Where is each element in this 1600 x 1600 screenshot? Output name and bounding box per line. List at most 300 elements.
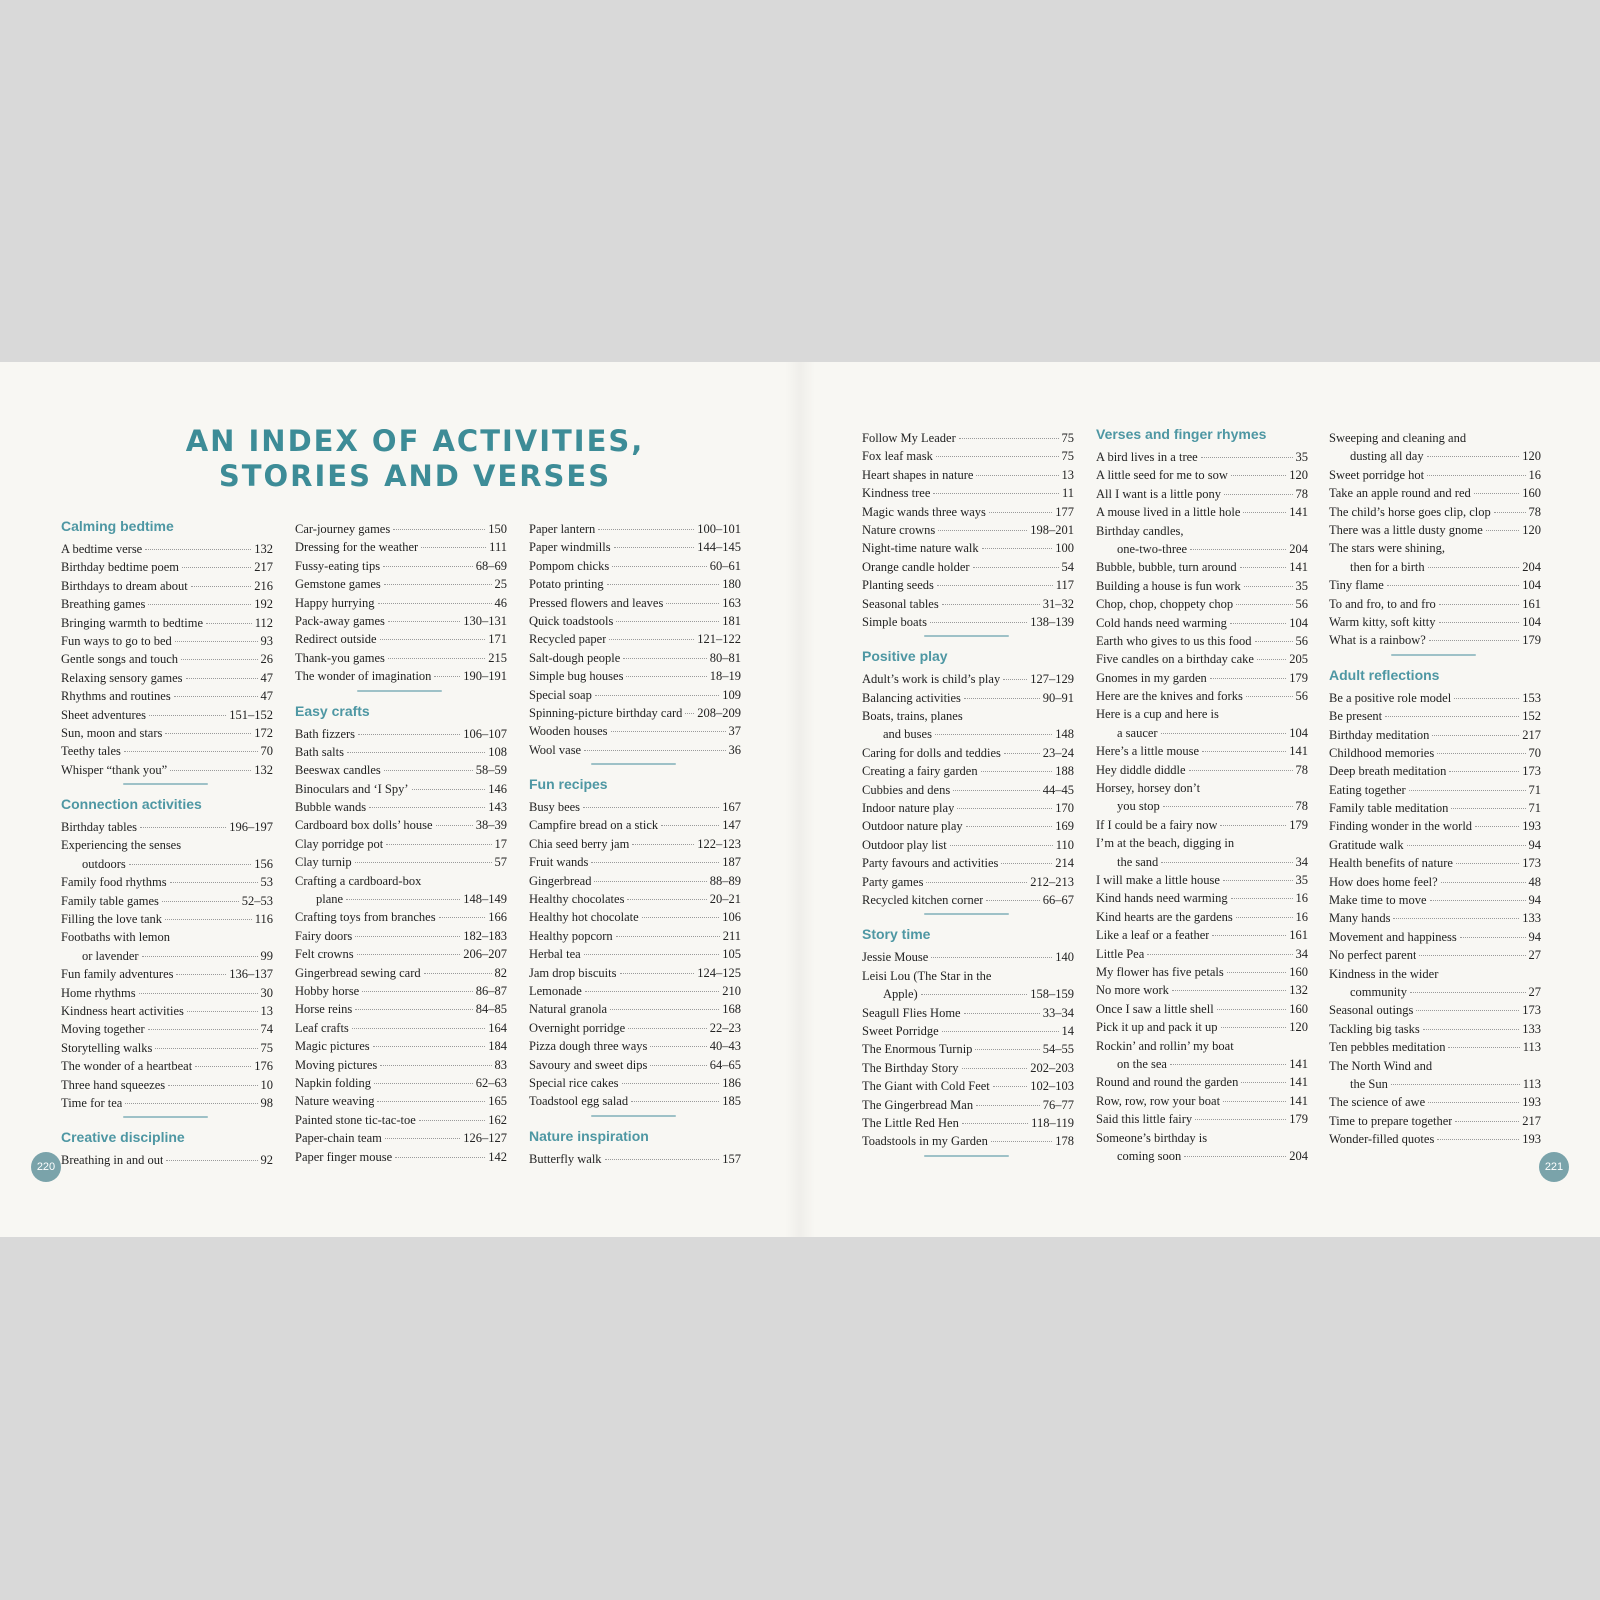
index-entry	[1096, 485, 1308, 503]
entry-page: 106	[722, 910, 741, 925]
index-entry	[295, 667, 507, 685]
index-entry	[295, 520, 507, 538]
entry-page: 152	[1522, 709, 1541, 724]
entry-page: 208–209	[697, 705, 741, 720]
entry-title: Natural granola	[529, 1002, 608, 1017]
index-section	[295, 700, 507, 1166]
dot-leader	[436, 825, 473, 826]
dot-leader	[388, 658, 485, 659]
entry-page: 121–122	[697, 632, 741, 647]
index-section	[862, 429, 1074, 631]
entry-title: Sheet adventures	[61, 707, 147, 722]
dot-leader	[938, 530, 1027, 531]
index-entry	[862, 595, 1074, 613]
dot-leader	[347, 752, 485, 753]
dot-leader	[1430, 900, 1526, 901]
dot-leader	[373, 1046, 486, 1047]
dot-leader	[395, 1157, 485, 1158]
dot-leader	[612, 566, 707, 567]
entry-title: Fruit wands	[529, 855, 589, 870]
dot-leader	[993, 1086, 1027, 1087]
entry-page: 160	[1522, 486, 1541, 501]
index-entry	[1096, 669, 1308, 687]
entry-page: 133	[1522, 1021, 1541, 1036]
dot-leader	[1223, 880, 1293, 881]
index-entry	[529, 798, 741, 816]
entry-title: Earth who gives to us this food	[1096, 633, 1252, 648]
entry-title: Tackling big tasks	[1329, 1021, 1420, 1036]
entry-page: 163	[722, 595, 741, 610]
entry-page: 94	[1528, 929, 1541, 944]
entry-page: 56	[1295, 597, 1308, 612]
entry-page: 11	[1061, 486, 1074, 501]
dot-leader	[1227, 972, 1287, 973]
entry-page: 66–67	[1042, 893, 1074, 907]
index-entry	[862, 670, 1074, 688]
index-title	[150, 424, 680, 494]
index-entry	[1096, 595, 1308, 613]
entry-page: 185	[722, 1094, 741, 1109]
entry-title: Warm kitty, soft kitty	[1329, 614, 1436, 629]
dot-leader	[421, 547, 486, 548]
entry-title: Leaf crafts	[295, 1020, 349, 1035]
index-entry	[295, 872, 507, 909]
entry-title: Special soap	[529, 687, 592, 702]
dot-leader	[191, 586, 252, 587]
entry-page: 127–129	[1030, 672, 1074, 687]
dot-leader	[632, 844, 694, 845]
entry-title: Sweet porridge hot	[1329, 467, 1425, 482]
index-section	[862, 645, 1074, 909]
index-entry	[1329, 873, 1541, 891]
dot-leader	[386, 844, 491, 845]
section-divider	[862, 631, 1074, 645]
index-entry	[1096, 577, 1308, 595]
entry-title: Health benefits of nature	[1329, 856, 1453, 871]
entry-page: 204	[1289, 1148, 1308, 1163]
entry-page: 141	[1289, 1093, 1308, 1108]
section-divider	[61, 779, 273, 793]
index-entry	[295, 538, 507, 556]
dot-leader	[1001, 863, 1052, 864]
index-entry	[61, 650, 273, 668]
dot-leader	[989, 512, 1052, 513]
dot-leader	[1231, 475, 1286, 476]
dot-leader	[176, 974, 226, 975]
dot-leader	[380, 1065, 491, 1066]
dot-leader	[622, 1083, 720, 1084]
dot-leader	[1195, 1119, 1286, 1120]
index-entry	[1329, 909, 1541, 927]
entry-title: Toadstools in my Garden	[862, 1134, 988, 1149]
entry-title: Home rhythms	[61, 985, 136, 1000]
index-entry	[862, 503, 1074, 521]
entry-page: 147	[722, 818, 741, 833]
index-entry	[529, 927, 741, 945]
index-entry	[529, 686, 741, 704]
index-entry	[295, 1037, 507, 1055]
dot-leader	[991, 1141, 1052, 1142]
section-heading: Story time	[862, 926, 931, 943]
dot-leader	[358, 734, 460, 735]
entry-page: 60–61	[709, 558, 741, 573]
dot-leader	[964, 1013, 1040, 1014]
dot-leader	[168, 1085, 257, 1086]
entry-page: 193	[1522, 819, 1541, 834]
index-entry	[1329, 466, 1541, 484]
entry-title: The Giant with Cold Feet	[862, 1079, 990, 1094]
entry-page: 157	[722, 1151, 741, 1166]
entry-page: 148	[1055, 727, 1074, 742]
index-entry	[1096, 779, 1308, 816]
entry-title: Recycled kitchen corner	[862, 893, 984, 907]
entry-page: 86–87	[475, 984, 507, 998]
entry-title: Jessie Mouse	[862, 950, 929, 965]
entry-page: 88–89	[709, 873, 741, 888]
dot-leader	[1210, 678, 1287, 679]
entry-title: Potato printing	[529, 577, 604, 592]
dot-leader	[986, 900, 1039, 901]
entry-page: 75	[260, 1040, 273, 1055]
index-entry	[1329, 484, 1541, 502]
index-entry	[295, 908, 507, 926]
dot-leader	[1407, 845, 1526, 846]
index-entry	[1329, 689, 1541, 707]
entry-page: 84–85	[475, 1002, 507, 1017]
dot-leader	[1172, 990, 1286, 991]
entry-title: Gingerbread	[529, 873, 592, 888]
index-entry	[1096, 448, 1308, 466]
dot-leader	[1201, 457, 1293, 458]
entry-title: Wonder-filled quotes	[1329, 1132, 1435, 1147]
index-entry	[862, 817, 1074, 835]
dot-leader	[374, 1083, 473, 1084]
dot-leader	[355, 1009, 472, 1010]
entry-title: Thank-you games	[295, 650, 385, 665]
index-entry	[1329, 576, 1541, 594]
entry-page: 181	[722, 613, 741, 628]
section-heading: Fun recipes	[529, 776, 608, 793]
dot-leader	[616, 621, 719, 622]
entry-page: 132	[254, 542, 273, 556]
entry-page: 165	[488, 1094, 507, 1109]
entry-title: The wonder of imagination	[295, 669, 432, 684]
index-entry	[295, 780, 507, 798]
entry-page: 62–63	[475, 1075, 507, 1090]
dot-leader	[170, 770, 251, 771]
dot-leader	[1429, 640, 1519, 641]
index-entry	[529, 872, 741, 890]
index-entry	[1096, 614, 1308, 632]
dot-leader	[614, 547, 695, 548]
dot-leader	[642, 917, 720, 918]
index-section	[295, 520, 507, 686]
index-entry	[529, 908, 741, 926]
entry-title: Bath salts	[295, 744, 344, 759]
entry-page: 132	[254, 762, 273, 777]
index-entry	[1096, 1037, 1308, 1074]
entry-title: Kindness heart activities	[61, 1004, 184, 1019]
entry-page: 70	[1528, 745, 1541, 760]
entry-title: Chop, chop, choppety chop	[1096, 597, 1234, 612]
dot-leader	[1244, 586, 1293, 587]
entry-page: 34	[1295, 854, 1308, 869]
index-entry	[862, 521, 1074, 539]
dot-leader	[174, 696, 258, 697]
entry-page: 151–152	[229, 707, 273, 722]
entry-page: 120	[1289, 1020, 1308, 1035]
dot-leader	[926, 882, 1027, 883]
entry-page: 138–139	[1030, 614, 1074, 629]
entry-page: 130–131	[463, 613, 507, 628]
entry-title: Planting seeds	[862, 578, 934, 593]
entry-page: 104	[1522, 578, 1541, 593]
index-column-1	[61, 515, 273, 1170]
dot-leader	[1236, 604, 1292, 605]
entry-title: Pompom chicks	[529, 558, 610, 573]
entry-title: Be a positive role model	[1329, 690, 1452, 705]
index-entry	[862, 707, 1074, 744]
dot-leader	[1003, 679, 1027, 680]
index-entry	[61, 928, 273, 965]
entry-title: Sweet Porridge	[862, 1023, 939, 1038]
dot-leader	[1231, 898, 1293, 899]
dot-leader	[355, 936, 460, 937]
index-entry	[862, 891, 1074, 909]
entry-page: 179	[1289, 670, 1308, 685]
entry-title: Quick toadstools	[529, 613, 614, 628]
index-entry	[529, 575, 741, 593]
index-entry	[1329, 429, 1541, 466]
index-entry	[862, 447, 1074, 465]
entry-title: The science of awe	[1329, 1095, 1426, 1110]
entry-title: Rockin’ and rollin’ my boat	[1096, 1038, 1234, 1053]
entry-title: Outdoor nature play	[862, 819, 963, 834]
entry-title-continued: outdoors	[82, 856, 126, 871]
dot-leader	[1437, 1139, 1519, 1140]
dot-leader	[346, 899, 460, 900]
entry-title: Birthday bedtime poem	[61, 560, 180, 575]
dot-leader	[352, 1028, 485, 1029]
entry-page: 173	[1522, 856, 1541, 871]
index-entry	[1329, 799, 1541, 817]
entry-page: 187	[722, 855, 741, 870]
entry-title: Horsey, horsey don’t	[1096, 781, 1201, 796]
dot-leader	[1189, 770, 1293, 771]
index-entry	[1329, 1038, 1541, 1056]
index-entry	[529, 520, 741, 538]
entry-title: The wonder of a heartbeat	[61, 1059, 193, 1074]
entry-page: 76–77	[1042, 1097, 1074, 1112]
entry-title: Simple boats	[862, 614, 927, 629]
dot-leader	[1409, 790, 1526, 791]
entry-page: 16	[1295, 909, 1308, 924]
dot-leader	[962, 1068, 1028, 1069]
entry-page: 18–19	[709, 669, 741, 684]
dot-leader	[610, 1009, 719, 1010]
dot-leader	[377, 1101, 485, 1102]
index-entry	[529, 816, 741, 834]
index-entry	[61, 910, 273, 928]
entry-page: 117	[1055, 578, 1074, 593]
section-divider	[529, 1111, 741, 1125]
index-entry	[1329, 928, 1541, 946]
index-entry	[862, 484, 1074, 502]
dot-leader	[605, 1159, 720, 1160]
dot-leader	[591, 862, 719, 863]
index-entry	[1096, 1018, 1308, 1036]
dot-leader	[1427, 475, 1525, 476]
index-entry	[61, 984, 273, 1002]
entry-page: 160	[1289, 965, 1308, 979]
entry-page: 190–191	[463, 669, 507, 684]
entry-page: 141	[1289, 1075, 1308, 1090]
index-entry	[862, 1022, 1074, 1040]
entry-page: 132	[1289, 983, 1308, 998]
entry-title: Gnomes in my garden	[1096, 670, 1207, 685]
entry-title: Party games	[862, 874, 924, 889]
section-heading: Creative discipline	[61, 1129, 185, 1146]
entry-title: Butterfly walk	[529, 1151, 602, 1166]
entry-title: Car-journey games	[295, 522, 391, 536]
entry-title: Rhythms and routines	[61, 689, 171, 704]
section-divider	[529, 759, 741, 773]
index-entry	[295, 725, 507, 743]
index-entry	[529, 722, 741, 740]
entry-page: 113	[1522, 1040, 1541, 1055]
entry-title: Orange candle holder	[862, 559, 970, 574]
entry-page: 148–149	[463, 892, 507, 907]
index-entry	[862, 429, 1074, 447]
entry-page: 179	[1522, 633, 1541, 648]
index-entry	[1096, 981, 1308, 999]
entry-page: 25	[494, 577, 507, 592]
entry-title: Wool vase	[529, 742, 582, 757]
index-entry	[1329, 1130, 1541, 1148]
index-entry	[529, 964, 741, 982]
entry-title: Like a leaf or a feather	[1096, 928, 1210, 943]
dot-leader	[149, 715, 226, 716]
entry-page: 217	[254, 560, 273, 575]
entry-page: 164	[488, 1020, 507, 1035]
index-entry	[61, 1057, 273, 1075]
entry-page: 71	[1528, 801, 1541, 816]
entry-title: Experiencing the senses	[61, 838, 182, 853]
entry-title: No more work	[1096, 983, 1169, 998]
entry-title: Wooden houses	[529, 724, 608, 739]
dot-leader	[627, 899, 706, 900]
dot-leader	[388, 621, 460, 622]
index-entry	[1329, 1020, 1541, 1038]
section-divider	[61, 1112, 273, 1126]
index-column-6	[1329, 429, 1541, 1149]
entry-page: 68–69	[475, 558, 507, 573]
entry-page: 52–53	[241, 893, 273, 908]
entry-page: 120	[1289, 468, 1308, 483]
entry-page: 160	[1289, 1001, 1308, 1016]
entry-title: Family table meditation	[1329, 801, 1449, 816]
entry-title: Ten pebbles meditation	[1329, 1040, 1446, 1055]
entry-title: The Birthday Story	[862, 1060, 959, 1075]
index-section	[61, 515, 273, 779]
index-entry	[529, 1074, 741, 1092]
entry-title: Pressed flowers and leaves	[529, 595, 664, 610]
dot-leader	[384, 584, 492, 585]
entry-title: Napkin folding	[295, 1075, 372, 1090]
entry-page: 78	[1295, 799, 1308, 814]
dot-leader	[628, 1028, 707, 1029]
entry-page: 193	[1522, 1132, 1541, 1147]
entry-title: Spinning-picture birthday card	[529, 705, 683, 720]
entry-page: 192	[254, 597, 273, 612]
dot-leader	[1190, 549, 1286, 550]
entry-page: 35	[1295, 578, 1308, 593]
dot-leader	[585, 991, 719, 992]
title-line-1: AN INDEX OF ACTIVITIES,	[185, 424, 645, 458]
dot-leader	[931, 957, 1052, 958]
dot-leader	[583, 807, 719, 808]
entry-title: Kind hands need warming	[1096, 891, 1228, 906]
title-line-2: STORIES AND VERSES	[218, 459, 612, 493]
entry-title: Kindness in the wider	[1329, 966, 1439, 981]
entry-page: 30	[260, 985, 273, 1000]
entry-title: Paper finger mouse	[295, 1149, 393, 1164]
entry-page: 27	[1528, 984, 1541, 999]
index-entry	[529, 1092, 741, 1110]
index-entry	[295, 575, 507, 593]
dot-leader	[187, 1011, 258, 1012]
dot-leader	[1217, 1009, 1287, 1010]
entry-title: Birthday candles,	[1096, 523, 1184, 538]
entry-title: Dressing for the weather	[295, 540, 419, 555]
entry-title: Family food rhythms	[61, 875, 167, 890]
index-entry	[1329, 891, 1541, 909]
entry-title: Busy bees	[529, 800, 581, 815]
dot-leader	[170, 882, 258, 883]
entry-page: 166	[488, 910, 507, 925]
entry-page: 169	[1055, 819, 1074, 834]
entry-page: 196–197	[229, 820, 273, 835]
entry-page: 82	[494, 965, 507, 980]
section-heading: Verses and finger rhymes	[1096, 426, 1267, 442]
index-section	[1096, 423, 1308, 1165]
entry-page: 211	[722, 928, 741, 943]
dot-leader	[195, 1066, 251, 1067]
index-entry	[295, 594, 507, 612]
index-entry	[1096, 761, 1308, 779]
index-entry	[61, 965, 273, 983]
entry-page: 136–137	[229, 967, 273, 982]
entry-page: 35	[1295, 873, 1308, 888]
entry-title: Sweeping and cleaning and	[1329, 431, 1467, 445]
entry-title: Birthdays to dream about	[61, 578, 188, 593]
index-entry	[1096, 889, 1308, 907]
index-entry	[1329, 946, 1541, 964]
index-entry	[1096, 650, 1308, 668]
index-entry	[862, 689, 1074, 707]
entry-title: Family table games	[61, 893, 159, 908]
dot-leader	[165, 733, 251, 734]
index-entry	[862, 1114, 1074, 1132]
index-entry	[862, 466, 1074, 484]
entry-page: 47	[260, 670, 273, 685]
entry-title: Horse reins	[295, 1002, 353, 1017]
entry-title: Jam drop biscuits	[529, 965, 617, 980]
dot-leader	[357, 954, 461, 955]
entry-page: 162	[488, 1112, 507, 1127]
entry-page: 100–101	[697, 522, 741, 536]
entry-page: 204	[1289, 541, 1308, 556]
